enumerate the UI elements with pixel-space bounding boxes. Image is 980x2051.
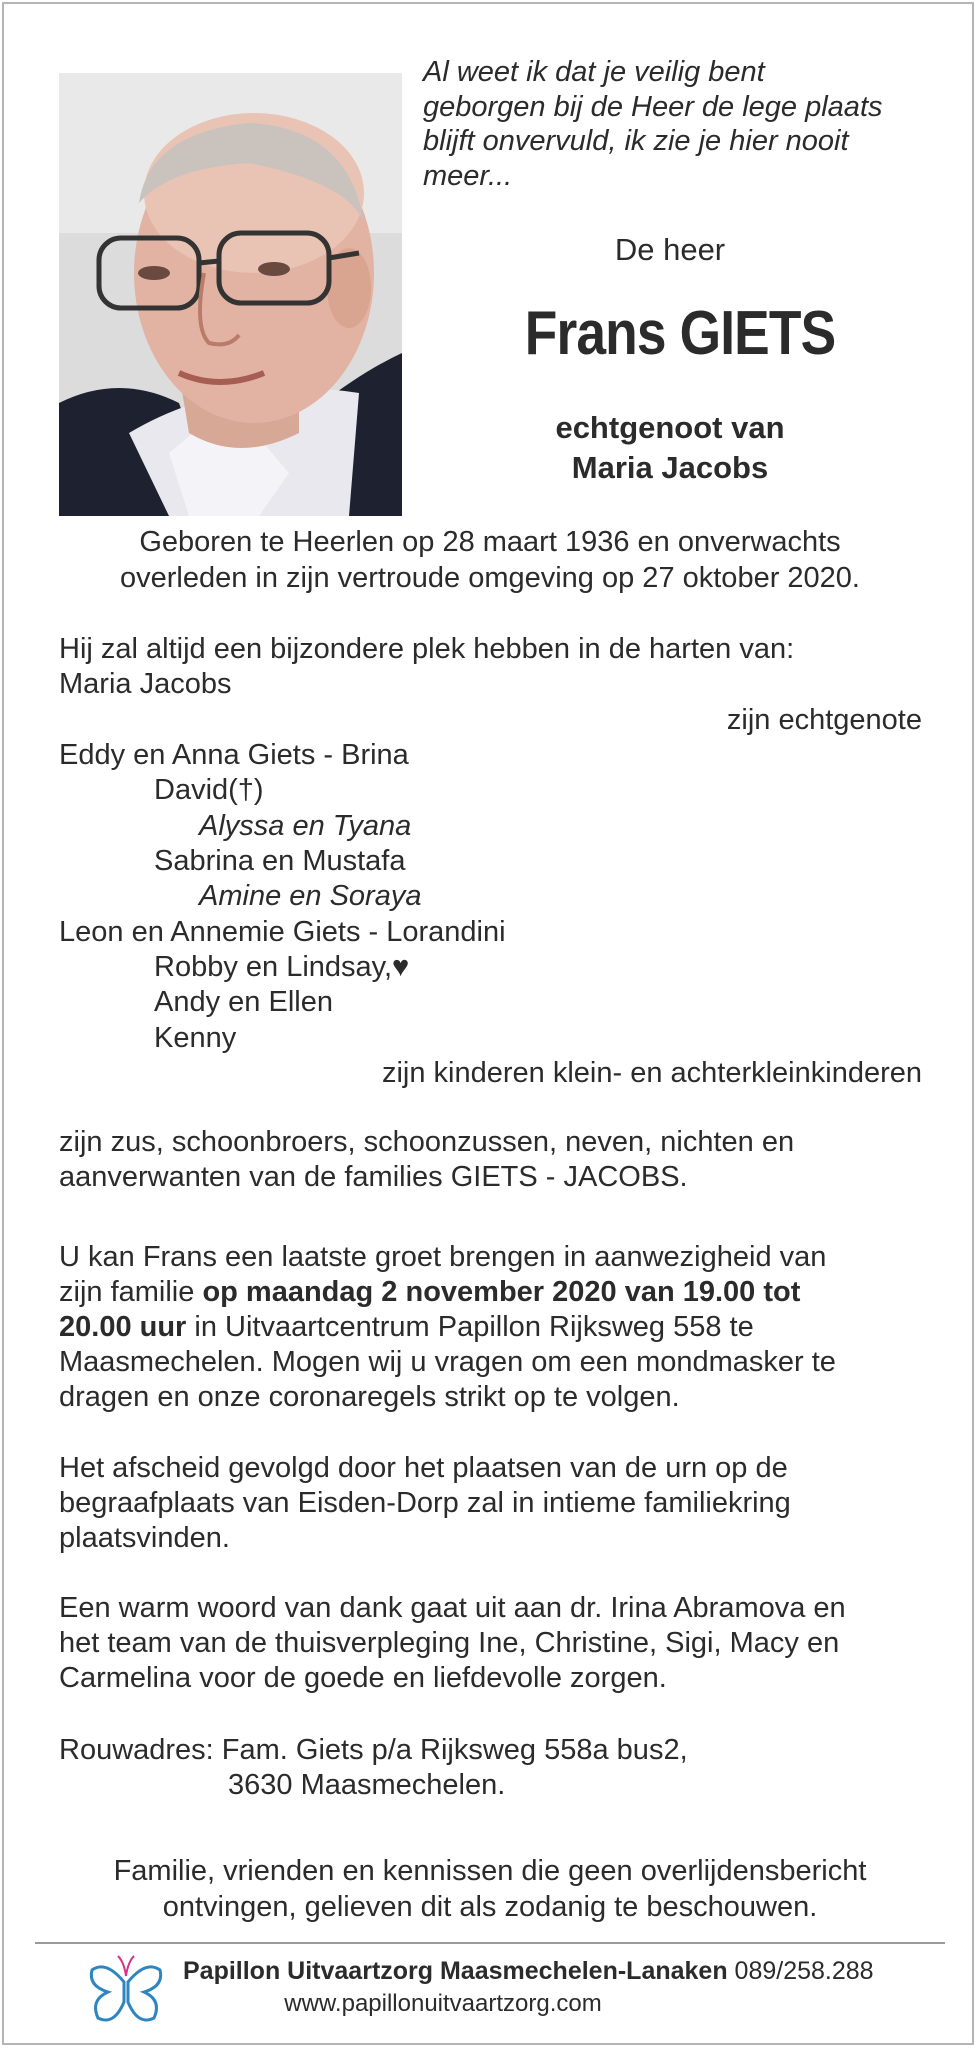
relatives-line: aanverwanten van de families GIETS - JACOBS. [59,1161,688,1193]
family-children-role: zijn kinderen klein- en achterkleinkinderen [381,1057,922,1089]
farewell-text [59,1451,929,1556]
quote-line: blijft onvervuld, ik zie je hier nooit [423,125,849,157]
deceased-name: Frans GIETS [524,299,836,368]
quote-line: Al weet ik dat je veilig bent [423,56,765,88]
relatives-line: zijn zus, schoonbroers, schoonzussen, neven, nichten en [59,1126,795,1158]
farewell-line: begraafplaats van Eisden-Dorp zal in intieme familiekring [59,1487,791,1519]
notice-line: Familie, vrienden en kennissen die geen overlijdensbericht [113,1855,867,1887]
family-grandchild: Andy en Ellen [154,986,333,1018]
thanks-text [59,1591,929,1696]
butterfly-logo-icon [86,1952,166,2028]
company-name: Papillon Uitvaartzorg Maasmechelen-Lanaken [183,1957,728,1985]
honorific: De heer [614,232,726,267]
farewell-line: Het afscheid gevolgd door het plaatsen van de urn op de [59,1452,788,1484]
memorial-quote [423,55,943,193]
visitation-text [59,1240,929,1415]
visit-line: Maasmechelen. Mogen wij u vragen om een mondmasker te [59,1346,836,1378]
footer-website[interactable]: www.papillonuitvaartzorg.com [284,1990,602,2017]
address-city: 3630 Maasmechelen. [228,1769,506,1801]
thanks-line: het team van de thuisverpleging Ine, Christine, Sigi, Macy en [59,1627,840,1659]
family-intro: Hij zal altijd een bijzondere plek hebben in de harten van: [59,633,795,665]
family-great-grandchild: Alyssa en Tyana [199,810,412,842]
farewell-line: plaatsvinden. [59,1522,230,1554]
family-child: Leon en Annemie Giets - Lorandini [59,916,506,948]
birth-death-text [40,524,940,596]
notice-line: ontvingen, gelieven dit als zodanig te beschouwen. [162,1891,818,1923]
company-phone: 089/258.288 [727,1957,874,1985]
footer-company [183,1957,874,1986]
family-wife-role: zijn echtgenote [726,704,922,736]
family-wife: Maria Jacobs [59,668,232,700]
family-grandchild: Robby en Lindsay,♥ [154,951,410,983]
family-grandchild: Kenny [154,1022,237,1054]
death-line: overleden in zijn vertroude omgeving op 27 oktober 2020. [120,562,860,594]
family-grandchild: David(†) [154,774,264,806]
visit-line: dragen en onze coronaregels strikt op te volgen. [59,1381,680,1413]
spouse-name: Maria Jacobs [571,450,769,485]
visit-line: 20.00 uur in Uitvaartcentrum Papillon Rijksweg 558 te [59,1311,754,1343]
visit-time: 20.00 uur [59,1311,187,1343]
relatives-text [59,1125,929,1195]
thanks-line: Een warm woord van dank gaat uit aan dr. Irina Abramova en [59,1592,846,1624]
visit-line: U kan Frans een laatste groet brengen in aanwezigheid van [59,1241,827,1273]
footer-divider [35,1942,945,1944]
birth-line: Geboren te Heerlen op 28 maart 1936 en onverwachts [139,526,841,558]
spouse-line: echtgenoot van [555,410,785,445]
visit-line: zijn familie op maandag 2 november 2020 van 19.00 tot [59,1276,801,1308]
quote-line: meer... [423,159,513,192]
family-child: Eddy en Anna Giets - Brina [59,739,409,771]
family-grandchild: Sabrina en Mustafa [154,845,406,877]
thanks-line: Carmelina voor de goede en liefdevolle zorgen. [59,1662,667,1694]
quote-line: geborgen bij de Heer de lege plaats [423,90,883,123]
portrait-photo [59,73,402,516]
spouse-block [420,408,920,488]
visit-date: op maandag 2 november 2020 van 19.00 tot [202,1276,801,1308]
family-great-grandchild: Amine en Soraya [199,880,422,912]
address-line: Rouwadres: Fam. Giets p/a Rijksweg 558a bus2, [59,1734,688,1766]
notice-text [40,1853,940,1925]
